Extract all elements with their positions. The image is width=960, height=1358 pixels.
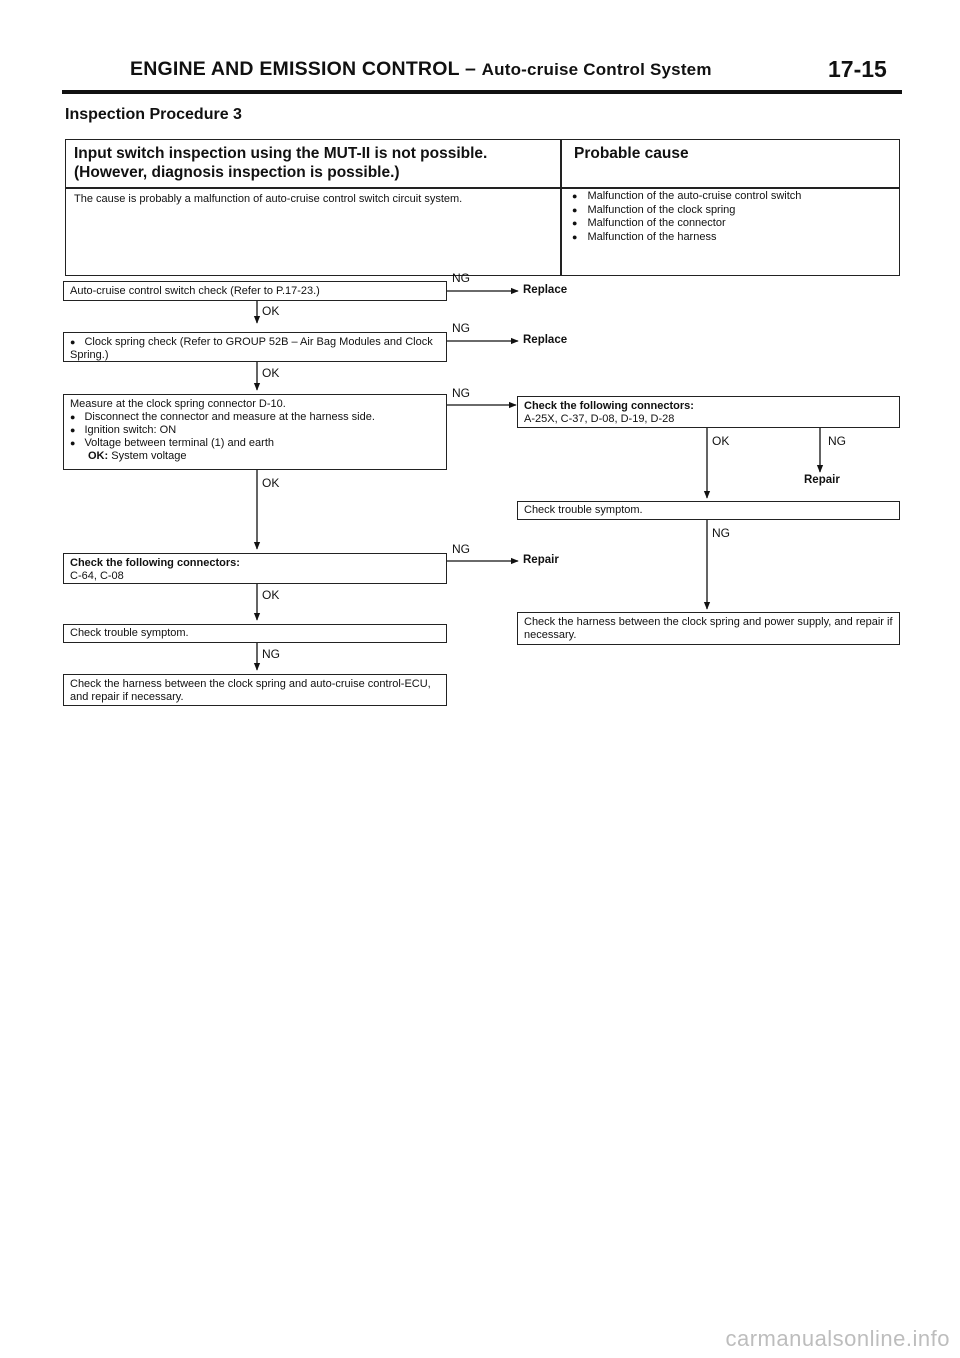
flow-step-check-harness-ecu: Check the harness between the clock spring and auto-cruise control-ECU, and repair if necessary.	[63, 674, 447, 706]
label-ok: OK	[262, 366, 280, 380]
flow-step-check-symptom: Check trouble symptom.	[63, 624, 447, 643]
step3-bullet: ● Disconnect the connector and measure at the harness side.	[70, 411, 440, 424]
probable-cause-item: ● Malfunction of the auto-cruise control switch	[572, 190, 801, 204]
step3-bullet: ● Voltage between terminal (1) and earth	[70, 437, 440, 450]
probable-cause-item: ● Malfunction of the clock spring	[572, 204, 801, 218]
label-ng: NG	[262, 647, 280, 661]
label-ng: NG	[452, 542, 470, 556]
cause-description: The cause is probably a malfunction of auto-cruise control switch circuit system.	[74, 193, 463, 205]
label-ng: NG	[452, 386, 470, 400]
label-ng: NG	[828, 434, 846, 448]
label-ok: OK	[262, 476, 280, 490]
flow-step-measure-connector	[63, 394, 447, 470]
symptom-heading: Input switch inspection using the MUT-II is not possible. (However, diagnosis inspection is possible.)	[74, 145, 488, 181]
header-subsection: Auto-cruise Control System	[481, 60, 712, 79]
probable-cause-item: ● Malfunction of the connector	[572, 217, 801, 231]
flow-step-switch-check: Auto-cruise control switch check (Refer to P.17-23.)	[63, 281, 447, 301]
step4-title: Check the following connectors:	[70, 557, 240, 569]
header-dash: –	[464, 58, 477, 80]
flow-step-clock-spring-check	[63, 332, 447, 362]
action-repair: Repair	[804, 474, 840, 486]
step3-ok-label: OK:	[88, 450, 109, 462]
procedure-title: Inspection Procedure 3	[65, 106, 242, 123]
step3-bullet: ● Ignition switch: ON	[70, 424, 440, 437]
right1-value: A-25X, C-37, D-08, D-19, D-28	[524, 413, 675, 425]
action-replace: Replace	[523, 284, 568, 296]
label-ng: NG	[452, 271, 470, 285]
flow-right-check-connectors	[517, 396, 900, 428]
label-ok: OK	[262, 304, 280, 318]
right1-title: Check the following connectors:	[524, 400, 694, 412]
flow-right-check-harness-power: Check the harness between the clock spring and power supply, and repair if necessary.	[517, 612, 900, 645]
probable-cause-item: ● Malfunction of the harness	[572, 231, 801, 245]
step3-line1: Measure at the clock spring connector D-10.	[70, 398, 286, 410]
action-replace: Replace	[523, 334, 568, 346]
flow-step-check-connectors	[63, 553, 447, 584]
step4-value: C-64, C-08	[70, 570, 124, 582]
action-repair: Repair	[523, 554, 559, 566]
step3-ok-criterion	[70, 450, 440, 463]
label-ng: NG	[452, 321, 470, 335]
watermark: carmanualsonline.info	[725, 1326, 950, 1351]
label-ok: OK	[262, 588, 280, 602]
step2-bullet: ● Clock spring check (Refer to GROUP 52B – Air Bag Modules and Clock Spring.)	[70, 336, 440, 362]
label-ng: NG	[712, 526, 730, 540]
flow-right-check-symptom: Check trouble symptom.	[517, 501, 900, 520]
header-section: ENGINE AND EMISSION CONTROL	[130, 58, 460, 80]
cause-heading: Probable cause	[574, 145, 689, 162]
step3-ok-value: System voltage	[111, 450, 187, 462]
label-ok: OK	[712, 434, 730, 448]
page-number: 17-15	[828, 56, 887, 82]
